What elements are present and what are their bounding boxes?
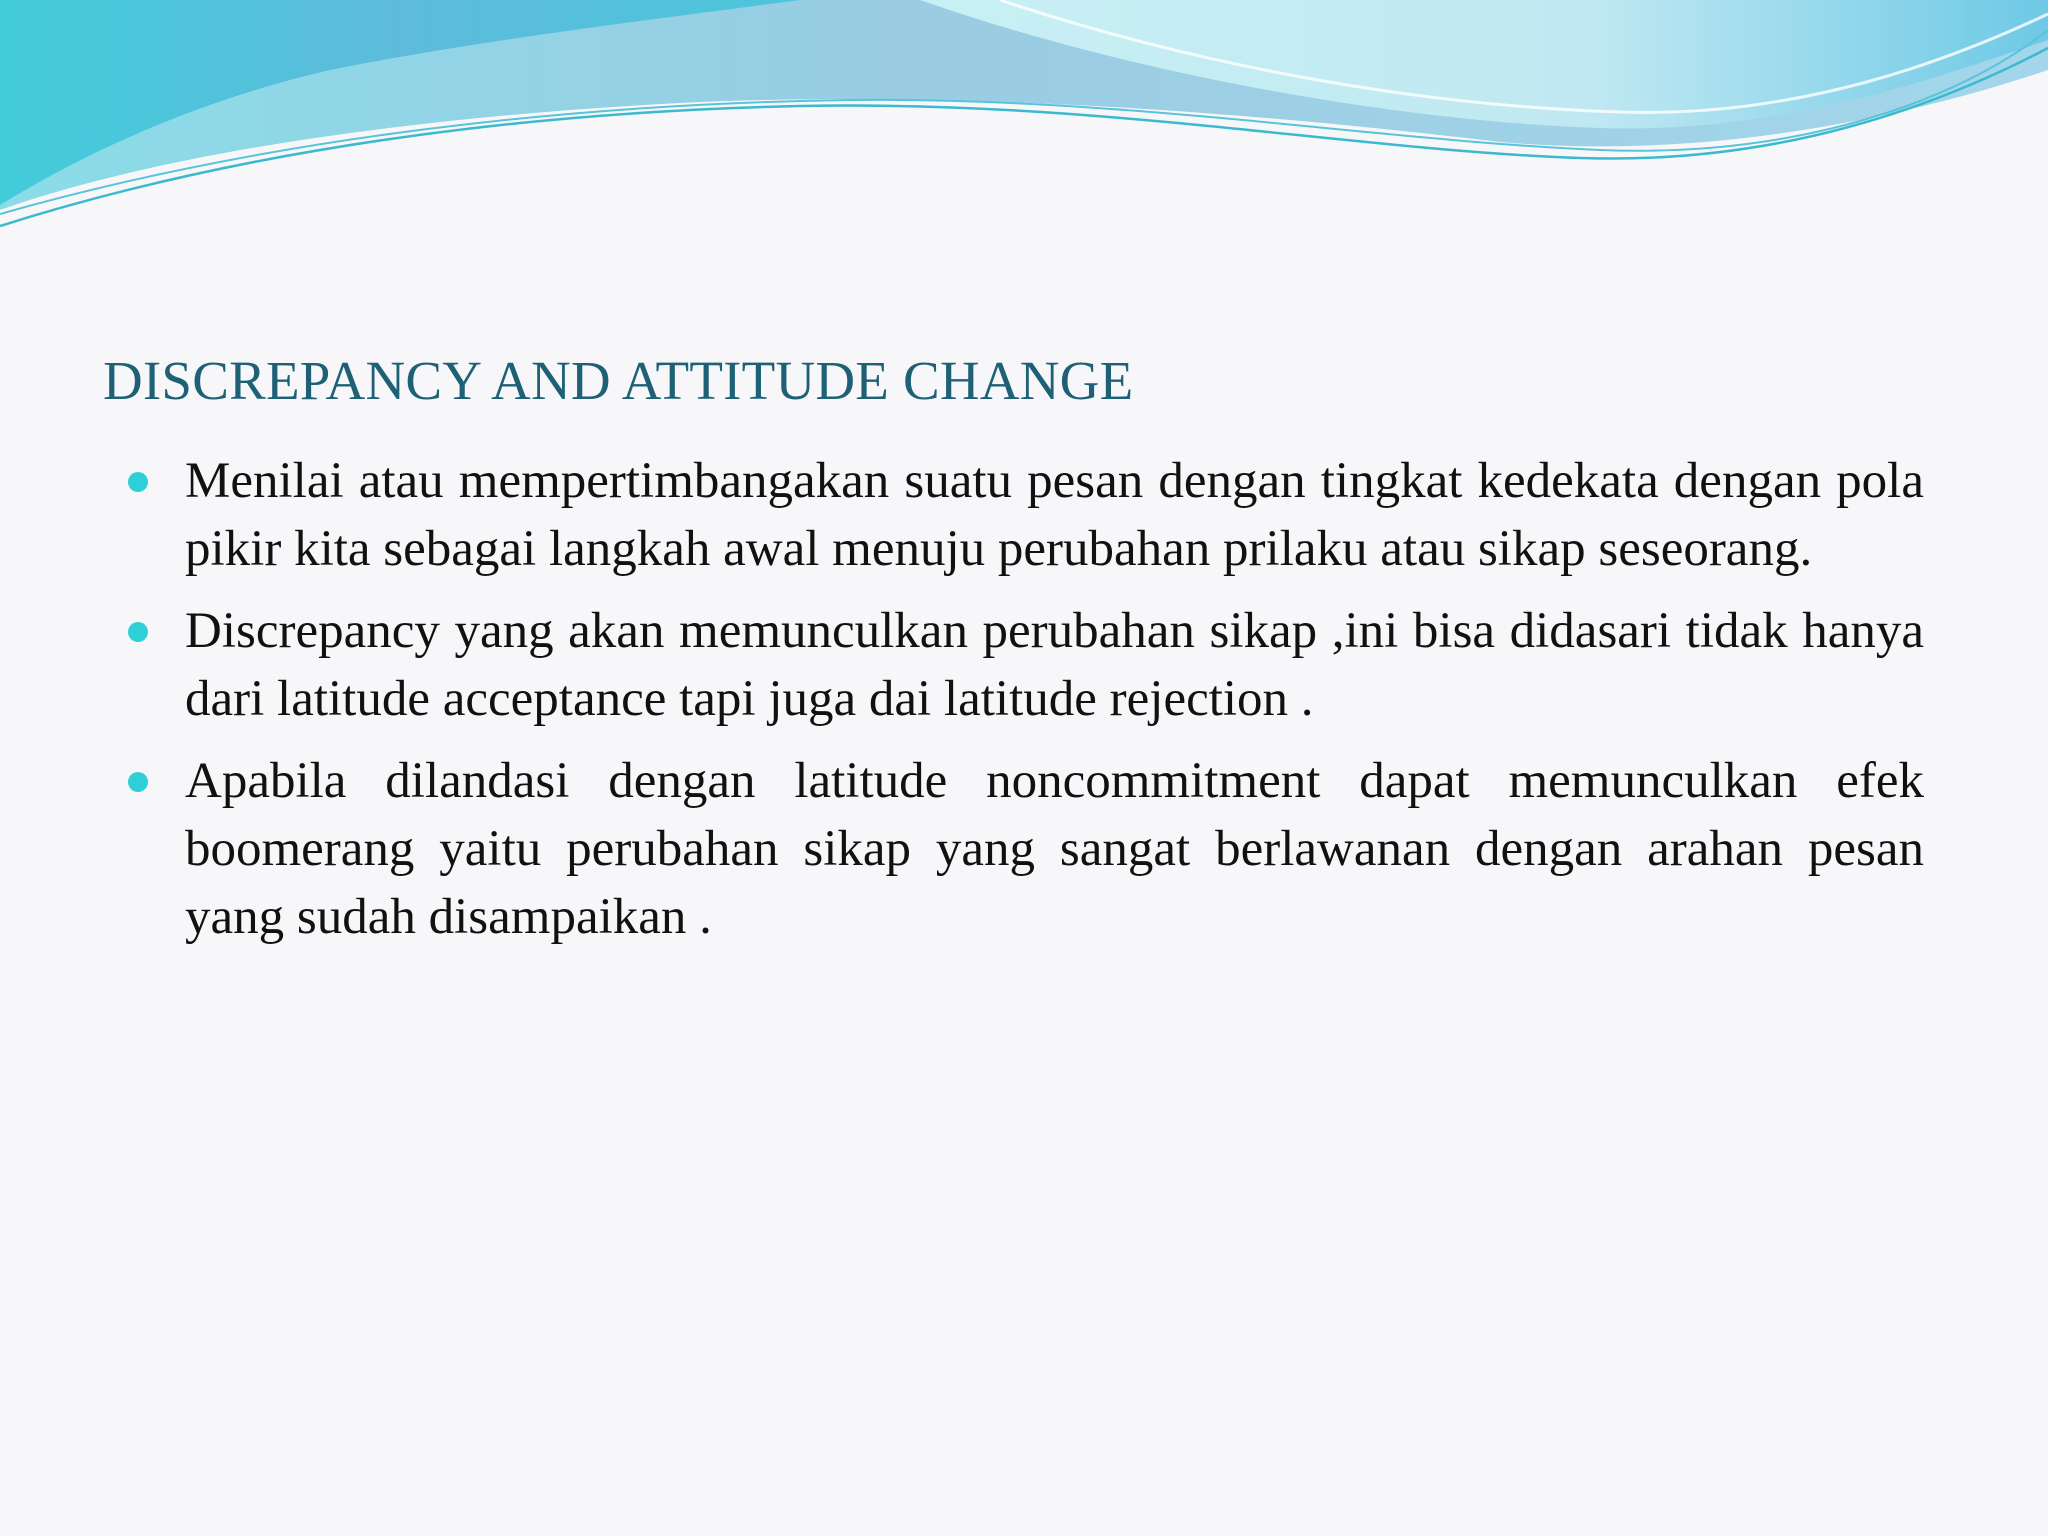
bullet-dot-icon bbox=[128, 772, 148, 792]
bullet-item bbox=[124, 747, 1924, 951]
bullet-item bbox=[124, 447, 1924, 583]
bullet-list bbox=[124, 447, 1924, 965]
bullet-item bbox=[124, 597, 1924, 733]
bullet-text: Apabila dilandasi dengan latitude noncommitment dapat memunculkan efek boomerang yaitu perubahan sikap yang sangat berlawanan dengan arahan pesan yang sudah disampaikan . bbox=[185, 753, 1924, 945]
wave-header-decoration bbox=[0, 0, 2048, 240]
bullet-text: Discrepancy yang akan memunculkan perubahan sikap ,ini bisa didasari tidak hanya dari latitude acceptance tapi juga dai latitude rejection . bbox=[185, 603, 1924, 727]
slide-title: DISCREPANCY AND ATTITUDE CHANGE bbox=[103, 350, 1134, 411]
bullet-text: Menilai atau mempertimbangakan suatu pesan dengan tingkat kedekata dengan pola pikir kita sebagai langkah awal menuju perubahan prilaku atau sikap seseorang. bbox=[185, 453, 1924, 577]
bullet-dot-icon bbox=[128, 472, 148, 492]
bullet-dot-icon bbox=[128, 622, 148, 642]
